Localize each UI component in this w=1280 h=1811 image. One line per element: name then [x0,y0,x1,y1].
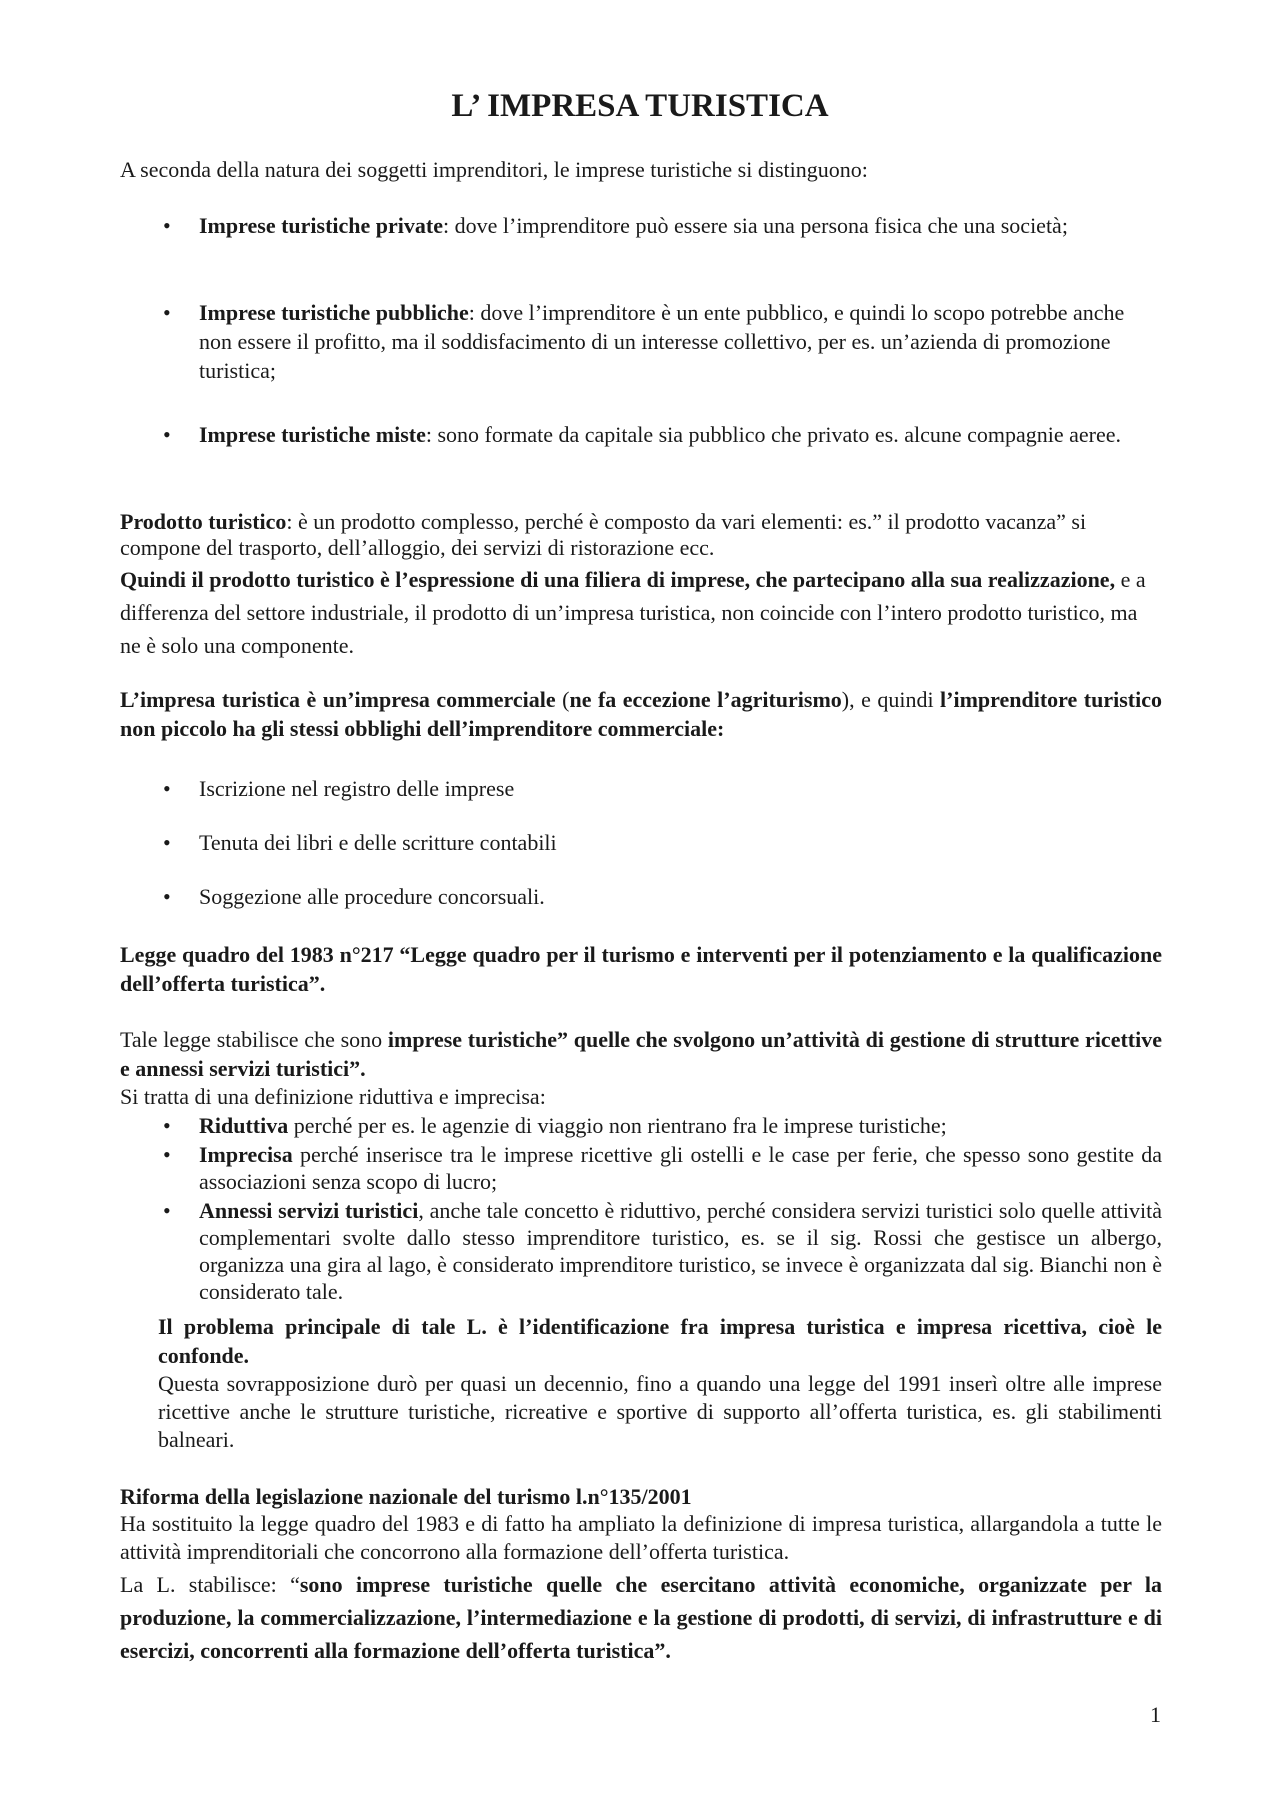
obbligo-item: Iscrizione nel registro delle imprese [199,776,515,801]
bullet-marker: • [163,1142,171,1167]
riforma-heading: Riforma della legislazione nazionale del turismo l.n°135/2001 [120,1484,692,1509]
problema-paragraph: Il problema principale di tale L. è l’identificazione fra impresa turistica e impresa ricettiva, cioè le confonde. [158,1314,1162,1368]
legge1983-definition: Tale legge stabilisce che sono imprese turistiche” quelle che svolgono un’attività di gestione di strutture ricettive e annessi servizi turistici”. [120,1027,1162,1081]
bullet-marker: • [163,300,171,325]
obbligo-item: Soggezione alle procedure concorsuali. [199,884,545,909]
obbligo-item: Tenuta dei libri e delle scritture contabili [199,830,557,855]
filiera-paragraph: Quindi il prodotto turistico è l’espressione di una filiera di imprese, che partecipano alla sua realizzazione, e a differenza del settore industriale, il prodotto di un’impresa turistica, non coincide con l’intero prodotto turistico, ma ne è solo una componente. [120,567,1146,658]
bullet-marker: • [163,776,171,801]
legge1983-heading: Legge quadro del 1983 n°217 “Legge quadro per il turismo e interventi per il potenziamento e la qualificazione dell’offerta turistica”. [120,942,1162,996]
bullet-marker: • [163,1198,171,1223]
bullet-marker: • [163,213,171,238]
bullet-marker: • [163,422,171,447]
riforma-definition: La L. stabilisce: “sono imprese turistiche quelle che esercitano attività economiche, organizzate per la produzione, la commercializzazione, l’intermediazione e la gestione di prodotti, di servizi, di infrastrutture e di esercizi, concorrenti alla formazione dell’offerta turistica”. [120,1572,1162,1663]
prodotto-paragraph: Prodotto turistico: è un prodotto complesso, perché è composto da vari elementi: es.” il prodotto vacanza” si compone del trasporto, dell’alloggio, dei servizi di ristorazione ecc. [120,509,1087,560]
intro-paragraph: A seconda della natura dei soggetti imprenditori, le imprese turistiche si distinguono: [120,157,868,182]
type-private: Imprese turistiche private: dove l’imprenditore può essere sia una persona fisica che una società; [199,213,1068,238]
type-mixed: Imprese turistiche miste: sono formate da capitale sia pubblico che privato es. alcune compagnie aeree. [199,422,1122,447]
commerciale-paragraph: L’impresa turistica è un’impresa commerciale (ne fa eccezione l’agriturismo), e quindi l’imprenditore turistico non piccolo ha gli stessi obblighi dell’imprenditore commerciale: [120,687,1162,741]
bullet-marker: • [163,830,171,855]
bullet-marker: • [163,884,171,909]
point-annessi: Annessi servizi turistici, anche tale concetto è riduttivo, perché considera servizi turistici solo quelle attività complementari svolte dallo stesso imprenditore turistico, es. se il sig. Rossi che gestisce un albergo, organizza una gira al lago, è considerato imprenditore turistico, se invece è organizzata dal sig. Bianchi non è considerato tale. [199,1198,1162,1304]
page-number: 1 [1150,1702,1161,1727]
legge1983-summary: Si tratta di una definizione riduttiva e imprecisa: [120,1084,546,1109]
riforma-text: Ha sostituito la legge quadro del 1983 e di fatto ha ampliato la definizione di impresa turistica, allargandola a tutte le attività imprenditoriali che concorrono alla formazione dell’offerta turistica. [120,1511,1162,1564]
bullet-marker: • [163,1113,171,1138]
point-imprecisa: Imprecisa perché inserisce tra le imprese ricettive gli ostelli e le case per ferie, che spesso sono gestite da associazioni senza scopo di lucro; [199,1142,1162,1194]
sovrapposizione-paragraph: Questa sovrapposizione durò per quasi un decennio, fino a quando una legge del 1991 inserì oltre alle imprese ricettive anche le strutture turistiche, ricreative e sportive di supporto all’offerta turistica, es. gli stabilimenti balneari. [158,1371,1162,1452]
page-title: L’ IMPRESA TURISTICA [451,88,829,124]
type-public: Imprese turistiche pubbliche: dove l’imprenditore è un ente pubblico, e quindi lo scopo potrebbe anche non essere il profitto, ma il soddisfacimento di un interesse collettivo, per es. un’azienda di promozione turistica; [199,300,1125,383]
point-riduttiva: Riduttiva perché per es. le agenzie di viaggio non rientrano fra le imprese turistiche; [199,1113,947,1138]
